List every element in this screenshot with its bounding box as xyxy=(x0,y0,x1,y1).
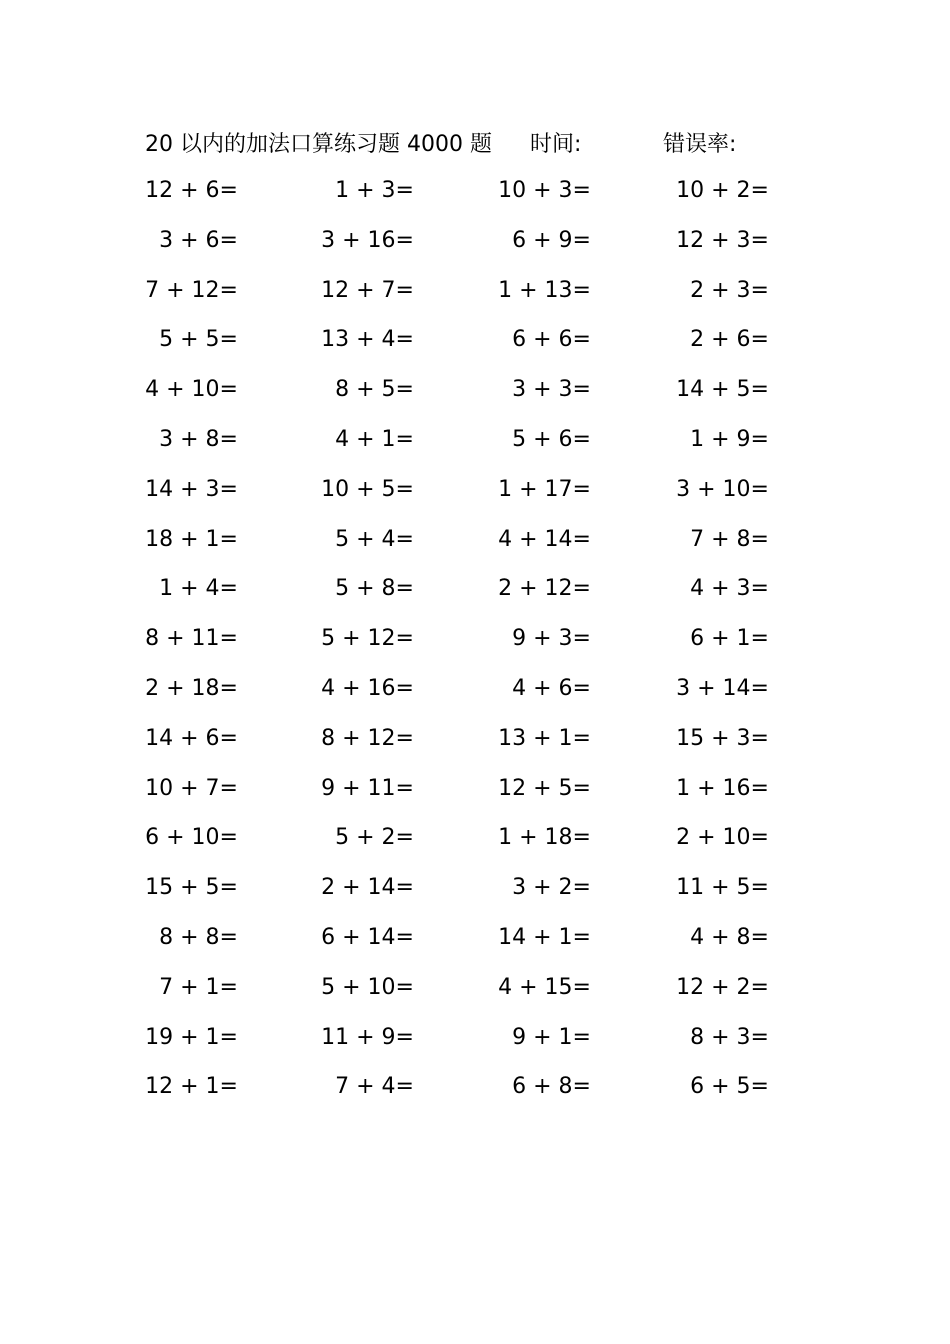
worksheet-title: 20 以内的加法口算练习题 4000 题 xyxy=(145,131,492,157)
problem-cell: 12 + 3= xyxy=(676,227,769,253)
problem-cell: 1 + 3= xyxy=(335,178,414,203)
problem-cell: 3 + 16= xyxy=(321,227,414,253)
problem-cell: 9 + 3= xyxy=(512,626,591,652)
problem-cell: 1 + 4= xyxy=(159,576,238,602)
problem-cell: 6 + 5= xyxy=(690,1074,769,1100)
problem-cell: 8 + 3= xyxy=(690,1024,769,1050)
problem-cell: 14 + 5= xyxy=(676,377,769,403)
problem-cell: 13 + 4= xyxy=(321,327,414,353)
problem-cell: 7 + 4= xyxy=(335,1074,414,1100)
problem-cell: 5 + 4= xyxy=(335,526,414,552)
time-label: 时间: xyxy=(530,131,582,157)
problem-cell: 1 + 18= xyxy=(498,825,591,851)
problem-cell: 7 + 8= xyxy=(690,526,769,552)
problem-cell: 12 + 1= xyxy=(145,1074,238,1100)
problem-grid xyxy=(140,171,820,1117)
problem-cell: 3 + 14= xyxy=(676,675,769,701)
problem-cell: 4 + 10= xyxy=(145,377,238,403)
problem-cell: 8 + 12= xyxy=(321,725,414,751)
problem-cell: 4 + 8= xyxy=(690,924,769,950)
problem-cell: 10 + 3= xyxy=(498,178,591,203)
problem-cell: 8 + 8= xyxy=(159,924,238,950)
problem-cell: 12 + 2= xyxy=(676,974,769,1000)
problem-cell: 3 + 6= xyxy=(159,227,238,253)
problem-cell: 2 + 6= xyxy=(690,327,769,353)
problem-cell: 8 + 11= xyxy=(145,626,238,652)
problem-cell: 15 + 3= xyxy=(676,725,769,751)
problem-cell: 5 + 6= xyxy=(512,426,591,452)
problem-cell: 3 + 2= xyxy=(512,875,591,901)
problem-cell: 10 + 5= xyxy=(321,476,414,502)
problem-cell: 3 + 8= xyxy=(159,426,238,452)
problem-cell: 6 + 10= xyxy=(145,825,238,851)
problem-cell: 1 + 16= xyxy=(676,775,769,801)
problem-cell: 12 + 7= xyxy=(321,277,414,303)
problem-cell: 2 + 14= xyxy=(321,875,414,901)
problem-cell: 18 + 1= xyxy=(145,526,238,552)
problem-cell: 4 + 15= xyxy=(498,974,591,1000)
error-rate-label: 错误率: xyxy=(663,131,737,157)
problem-cell: 6 + 1= xyxy=(690,626,769,652)
problem-cell: 8 + 5= xyxy=(335,377,414,403)
problem-cell: 2 + 18= xyxy=(145,675,238,701)
problem-cell: 9 + 11= xyxy=(321,775,414,801)
problem-cell: 5 + 12= xyxy=(321,626,414,652)
problem-cell: 4 + 3= xyxy=(690,576,769,602)
problem-cell: 4 + 1= xyxy=(335,426,414,452)
problem-cell: 15 + 5= xyxy=(145,875,238,901)
problem-cell: 7 + 1= xyxy=(159,974,238,1000)
problem-cell: 12 + 6= xyxy=(145,178,238,203)
problem-cell: 11 + 9= xyxy=(321,1024,414,1050)
problem-cell: 1 + 13= xyxy=(498,277,591,303)
problem-cell: 2 + 3= xyxy=(690,277,769,303)
problem-cell: 10 + 7= xyxy=(145,775,238,801)
problem-cell: 14 + 1= xyxy=(498,924,591,950)
problem-cell: 6 + 9= xyxy=(512,227,591,253)
problem-cell: 5 + 8= xyxy=(335,576,414,602)
problem-cell: 6 + 8= xyxy=(512,1074,591,1100)
problem-cell: 19 + 1= xyxy=(145,1024,238,1050)
problem-cell: 6 + 6= xyxy=(512,327,591,353)
worksheet-header xyxy=(145,126,736,158)
problem-cell: 10 + 2= xyxy=(676,178,769,203)
problem-cell: 6 + 14= xyxy=(321,924,414,950)
problem-cell: 3 + 3= xyxy=(512,377,591,403)
problem-cell: 5 + 2= xyxy=(335,825,414,851)
problem-cell: 1 + 17= xyxy=(498,476,591,502)
problem-cell: 1 + 9= xyxy=(690,426,769,452)
problem-cell: 12 + 5= xyxy=(498,775,591,801)
problem-cell: 5 + 5= xyxy=(159,327,238,353)
problem-cell: 11 + 5= xyxy=(676,875,769,901)
problem-cell: 14 + 3= xyxy=(145,476,238,502)
problem-cell: 9 + 1= xyxy=(512,1024,591,1050)
problem-cell: 7 + 12= xyxy=(145,277,238,303)
problem-cell: 4 + 14= xyxy=(498,526,591,552)
problem-cell: 5 + 10= xyxy=(321,974,414,1000)
problem-cell: 14 + 6= xyxy=(145,725,238,751)
problem-cell: 13 + 1= xyxy=(498,725,591,751)
problem-cell: 4 + 16= xyxy=(321,675,414,701)
problem-cell: 2 + 12= xyxy=(498,576,591,602)
problem-cell: 3 + 10= xyxy=(676,476,769,502)
problem-cell: 4 + 6= xyxy=(512,675,591,701)
problem-cell: 2 + 10= xyxy=(676,825,769,851)
